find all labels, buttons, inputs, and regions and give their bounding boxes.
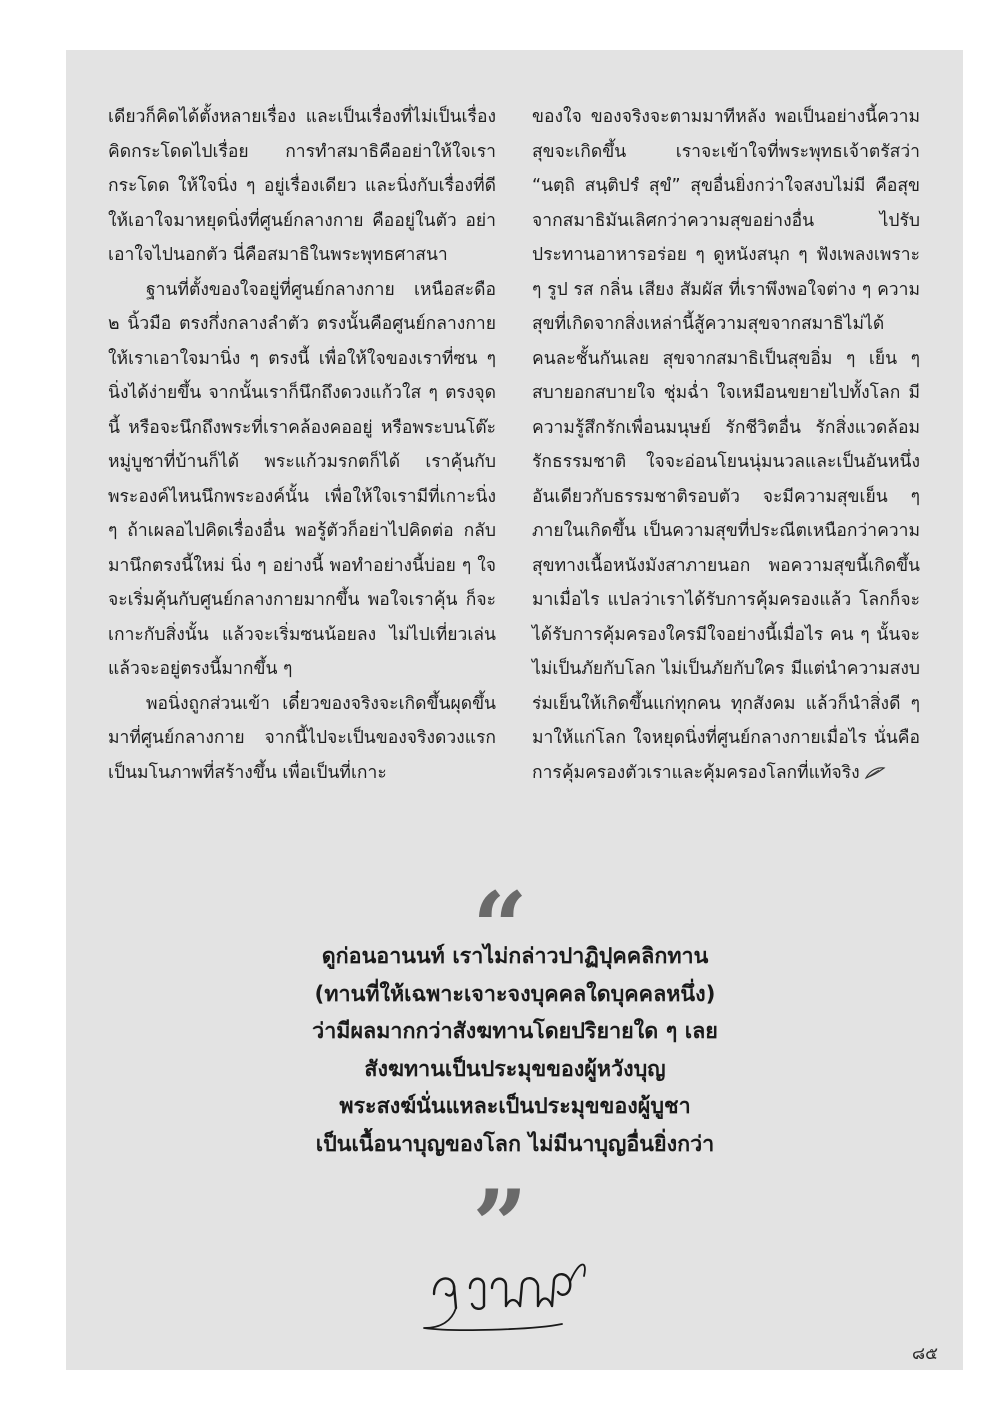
close-quote-icon: ”: [472, 1169, 528, 1282]
left-paragraph-2: ฐานที่ตั้งของใจอยู่ที่ศูนย์กลางกาย เหนือสะดือ ๒ นิ้วมือ ตรงกึ่งกลางลำตัว ตรงนั้นคือศูนย์กลางกาย ให้เราเอาใจมานิ่ง ๆ ตรงนี้ เพื่อให้ใจของเราที่ซน ๆ นิ่งได้ง่ายขึ้น จากนั้นเราก็นึกถึงดวงแก้วใส ๆ ตรงจุดนี้ หรือจะนึกถึงพระที่เราคล้องคออยู่ หรือพระบนโต๊ะหมู่บูชาที่บ้านก็ได้ พระแก้วมรกตก็ได้ เราคุ้นกับพระองค์ไหนนึกพระองค์นั้น เพื่อให้ใจเรามีที่เกาะนิ่ง ๆ ถ้าเผลอไปคิดเรื่องอื่น พอรู้ตัวก็อย่าไปคิดต่อ กลับมานึกตรงนี้ใหม่ นิ่ง ๆ อย่างนี้ พอทำอย่างนี้บ่อย ๆ ใจจะเริ่มคุ้นกับศูนย์กลางกายมากขึ้น พอใจเราคุ้น ก็จะเกาะกับสิ่งนั้น แล้วจะเริ่มซนน้อยลง ไม่ไปเที่ยวเล่นแล้วจะอยู่ตรงนี้มากขึ้น ๆ: [108, 279, 496, 679]
page-number: ๘๕: [912, 1344, 938, 1364]
right-paragraph-1: [532, 100, 920, 790]
quote-line-1: ดูก่อนอานนท์ เราไม่กล่าวปาฏิปุคคลิกทาน: [321, 944, 709, 969]
quote-line-3: ว่ามีผลมากกว่าสังฆทานโดยปริยายใด ๆ เลย: [312, 1019, 718, 1044]
left-column: [108, 100, 496, 790]
left-paragraph-1: เดียวก็คิดได้ตั้งหลายเรื่อง และเป็นเรื่องที่ไม่เป็นเรื่อง คิดกระโดดไปเรื่อย การทำสมาธิคืออย่าให้ใจเรากระโดด ให้ใจนิ่ง ๆ อยู่เรื่องเดียว และนิ่งกับเรื่องที่ดี ให้เอาใจมาหยุดนิ่งที่ศูนย์กลางกาย คืออยู่ในตัว อย่าเอาใจไปนอกตัว นี่คือสมาธิในพระพุทธศาสนา: [108, 107, 496, 265]
quote-line-4: สังฆทานเป็นประมุขของผู้หวังบุญ: [364, 1056, 666, 1082]
quote-line-6: เป็นเนื้อนาบุญของโลก ไม่มีนาบุญอื่นยิ่งกว่า: [315, 1131, 715, 1157]
right-column: [532, 100, 920, 790]
signature-calligraphy-icon: [412, 1236, 612, 1336]
feather-end-icon: [864, 766, 886, 780]
quote-line-2: (ทานที่ให้เฉพาะเจาะจงบุคคลใดบุคคลหนึ่ง): [314, 981, 716, 1007]
right-paragraph-text: ของใจ ของจริงจะตามมาทีหลัง พอเป็นอย่างนี้ความสุขจะเกิดขึ้น เราจะเข้าใจที่พระพุทธเจ้าตรัสว่า “นตฺถิ สนฺติปรํ สุขํ” สุขอื่นยิ่งกว่าใจสงบไม่มี คือสุขจากสมาธิมันเลิศกว่าความสุขอย่างอื่น ไปรับประทานอาหารอร่อย ๆ ดูหนังสนุก ๆ ฟังเพลงเพราะ ๆ รูป รส กลิ่น เสียง สัมผัส ที่เราพึงพอใจต่าง ๆ ความสุขที่เกิดจากสิ่งเหล่านี้สู้ความสุขจากสมาธิไม่ได้ คนละชั้นกันเลย สุขจากสมาธิเป็นสุขอิ่ม ๆ เย็น ๆ สบายอกสบายใจ ชุ่มฉ่ำ ใจเหมือนขยายไปทั้งโลก มีความรู้สึกรักเพื่อนมนุษย์ รักชีวิตอื่น รักสิ่งแวดล้อม รักธรรมชาติ ใจจะอ่อนโยนนุ่มนวลและเป็นอันหนึ่งอันเดียวกับธรรมชาติรอบตัว จะมีความสุขเย็น ๆ ภายในเกิดขึ้น เป็นความสุขที่ประณีตเหนือกว่าความสุขทางเนื้อหนังมังสาภายนอก พอความสุขนี้เกิดขึ้นมาเมื่อไร แปลว่าเราได้รับการคุ้มครองแล้ว โลกก็จะได้รับการคุ้มครองใครมีใจอย่างนี้เมื่อไร คน ๆ นั้นจะไม่เป็นภัยกับโลก ไม่เป็นภัยกับใคร มีแต่นำความสงบร่มเย็นให้เกิดขึ้นแก่ทุกคน ทุกสังคม แล้วก็นำสิ่งดี ๆ มาให้แก่โลก ใจหยุดนิ่งที่ศูนย์กลางกายเมื่อไร นั่นคือการคุ้มครองตัวเราและคุ้มครองโลกที่แท้จริง: [532, 107, 920, 783]
quote-block: [100, 938, 930, 1163]
open-quote-icon: “: [472, 871, 528, 984]
quote-line-5: พระสงฆ์นั่นแหละเป็นประมุขของผู้บูชา: [339, 1094, 691, 1119]
left-paragraph-3: พอนิ่งถูกส่วนเข้า เดี๋ยวของจริงจะเกิดขึ้นผุดขึ้นมาที่ศูนย์กลางกาย จากนี้ไปจะเป็นของจริงดวงแรกเป็นมโนภาพที่สร้างขึ้น เพื่อเป็นที่เกาะ: [108, 693, 496, 783]
